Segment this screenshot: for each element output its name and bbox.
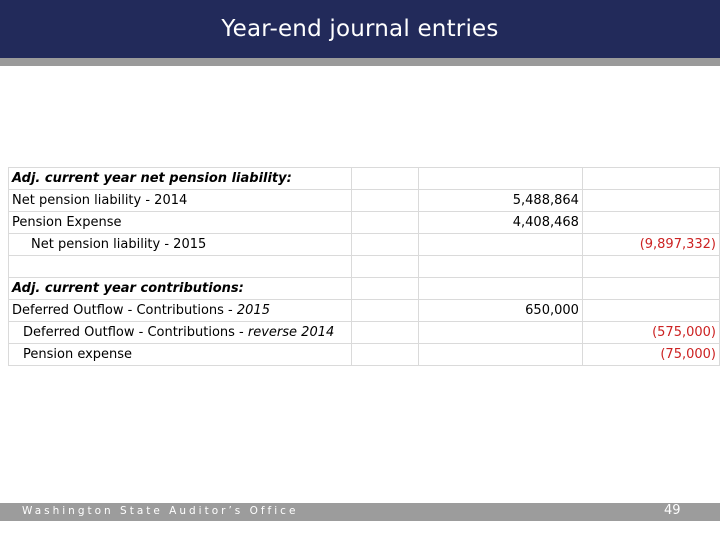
account-suffix: reverse 2014 [247,325,335,340]
table-row [9,278,720,300]
account-cell: Pension expense [9,344,352,366]
empty-cell [351,190,418,212]
debit-cell [418,168,582,190]
account-cell: Net pension liability - 2014 [9,190,352,212]
empty-cell [351,300,418,322]
credit-cell: (75,000) [582,344,719,366]
table-row [9,168,720,190]
empty-cell [418,256,582,278]
account-year: 2015 [236,303,270,318]
empty-cell [351,168,418,190]
credit-cell [582,168,719,190]
empty-cell [351,256,418,278]
debit-cell [418,344,582,366]
account-prefix: Deferred Outflow - Contributions - [23,325,248,340]
credit-cell: (9,897,332) [582,234,719,256]
table-row [9,190,720,212]
debit-cell [418,234,582,256]
account-cell: Pension Expense [9,212,352,234]
debit-cell: 5,488,864 [418,190,582,212]
empty-cell [9,256,352,278]
empty-cell [351,344,418,366]
credit-cell: (575,000) [582,322,719,344]
empty-cell [351,212,418,234]
credit-cell [582,278,719,300]
table-row [9,212,720,234]
debit-cell: 4,408,468 [418,212,582,234]
title-divider [0,58,720,66]
empty-cell [351,234,418,256]
table-row [9,300,720,322]
account-cell [9,300,352,322]
account-cell [9,322,352,344]
table-row [9,234,720,256]
table-row [9,322,720,344]
debit-cell: 650,000 [418,300,582,322]
group-heading: Adj. current year contributions: [9,278,352,300]
table-row-blank [9,256,720,278]
credit-cell [582,190,719,212]
credit-cell [582,300,719,322]
account-cell: Net pension liability - 2015 [9,234,352,256]
credit-cell [582,212,719,234]
empty-cell [351,278,418,300]
empty-cell [351,322,418,344]
footer-organization: Washington State Auditor’s Office [22,505,299,517]
empty-cell [582,256,719,278]
table-row [9,344,720,366]
page-number: 49 [664,503,681,518]
account-prefix: Deferred Outflow - Contributions - [12,303,237,318]
debit-cell [418,278,582,300]
group-heading: Adj. current year net pension liability: [9,168,352,190]
title-bar [0,0,720,58]
slide-title: Year-end journal entries [221,16,499,42]
journal-entries-table [8,167,720,366]
debit-cell [418,322,582,344]
